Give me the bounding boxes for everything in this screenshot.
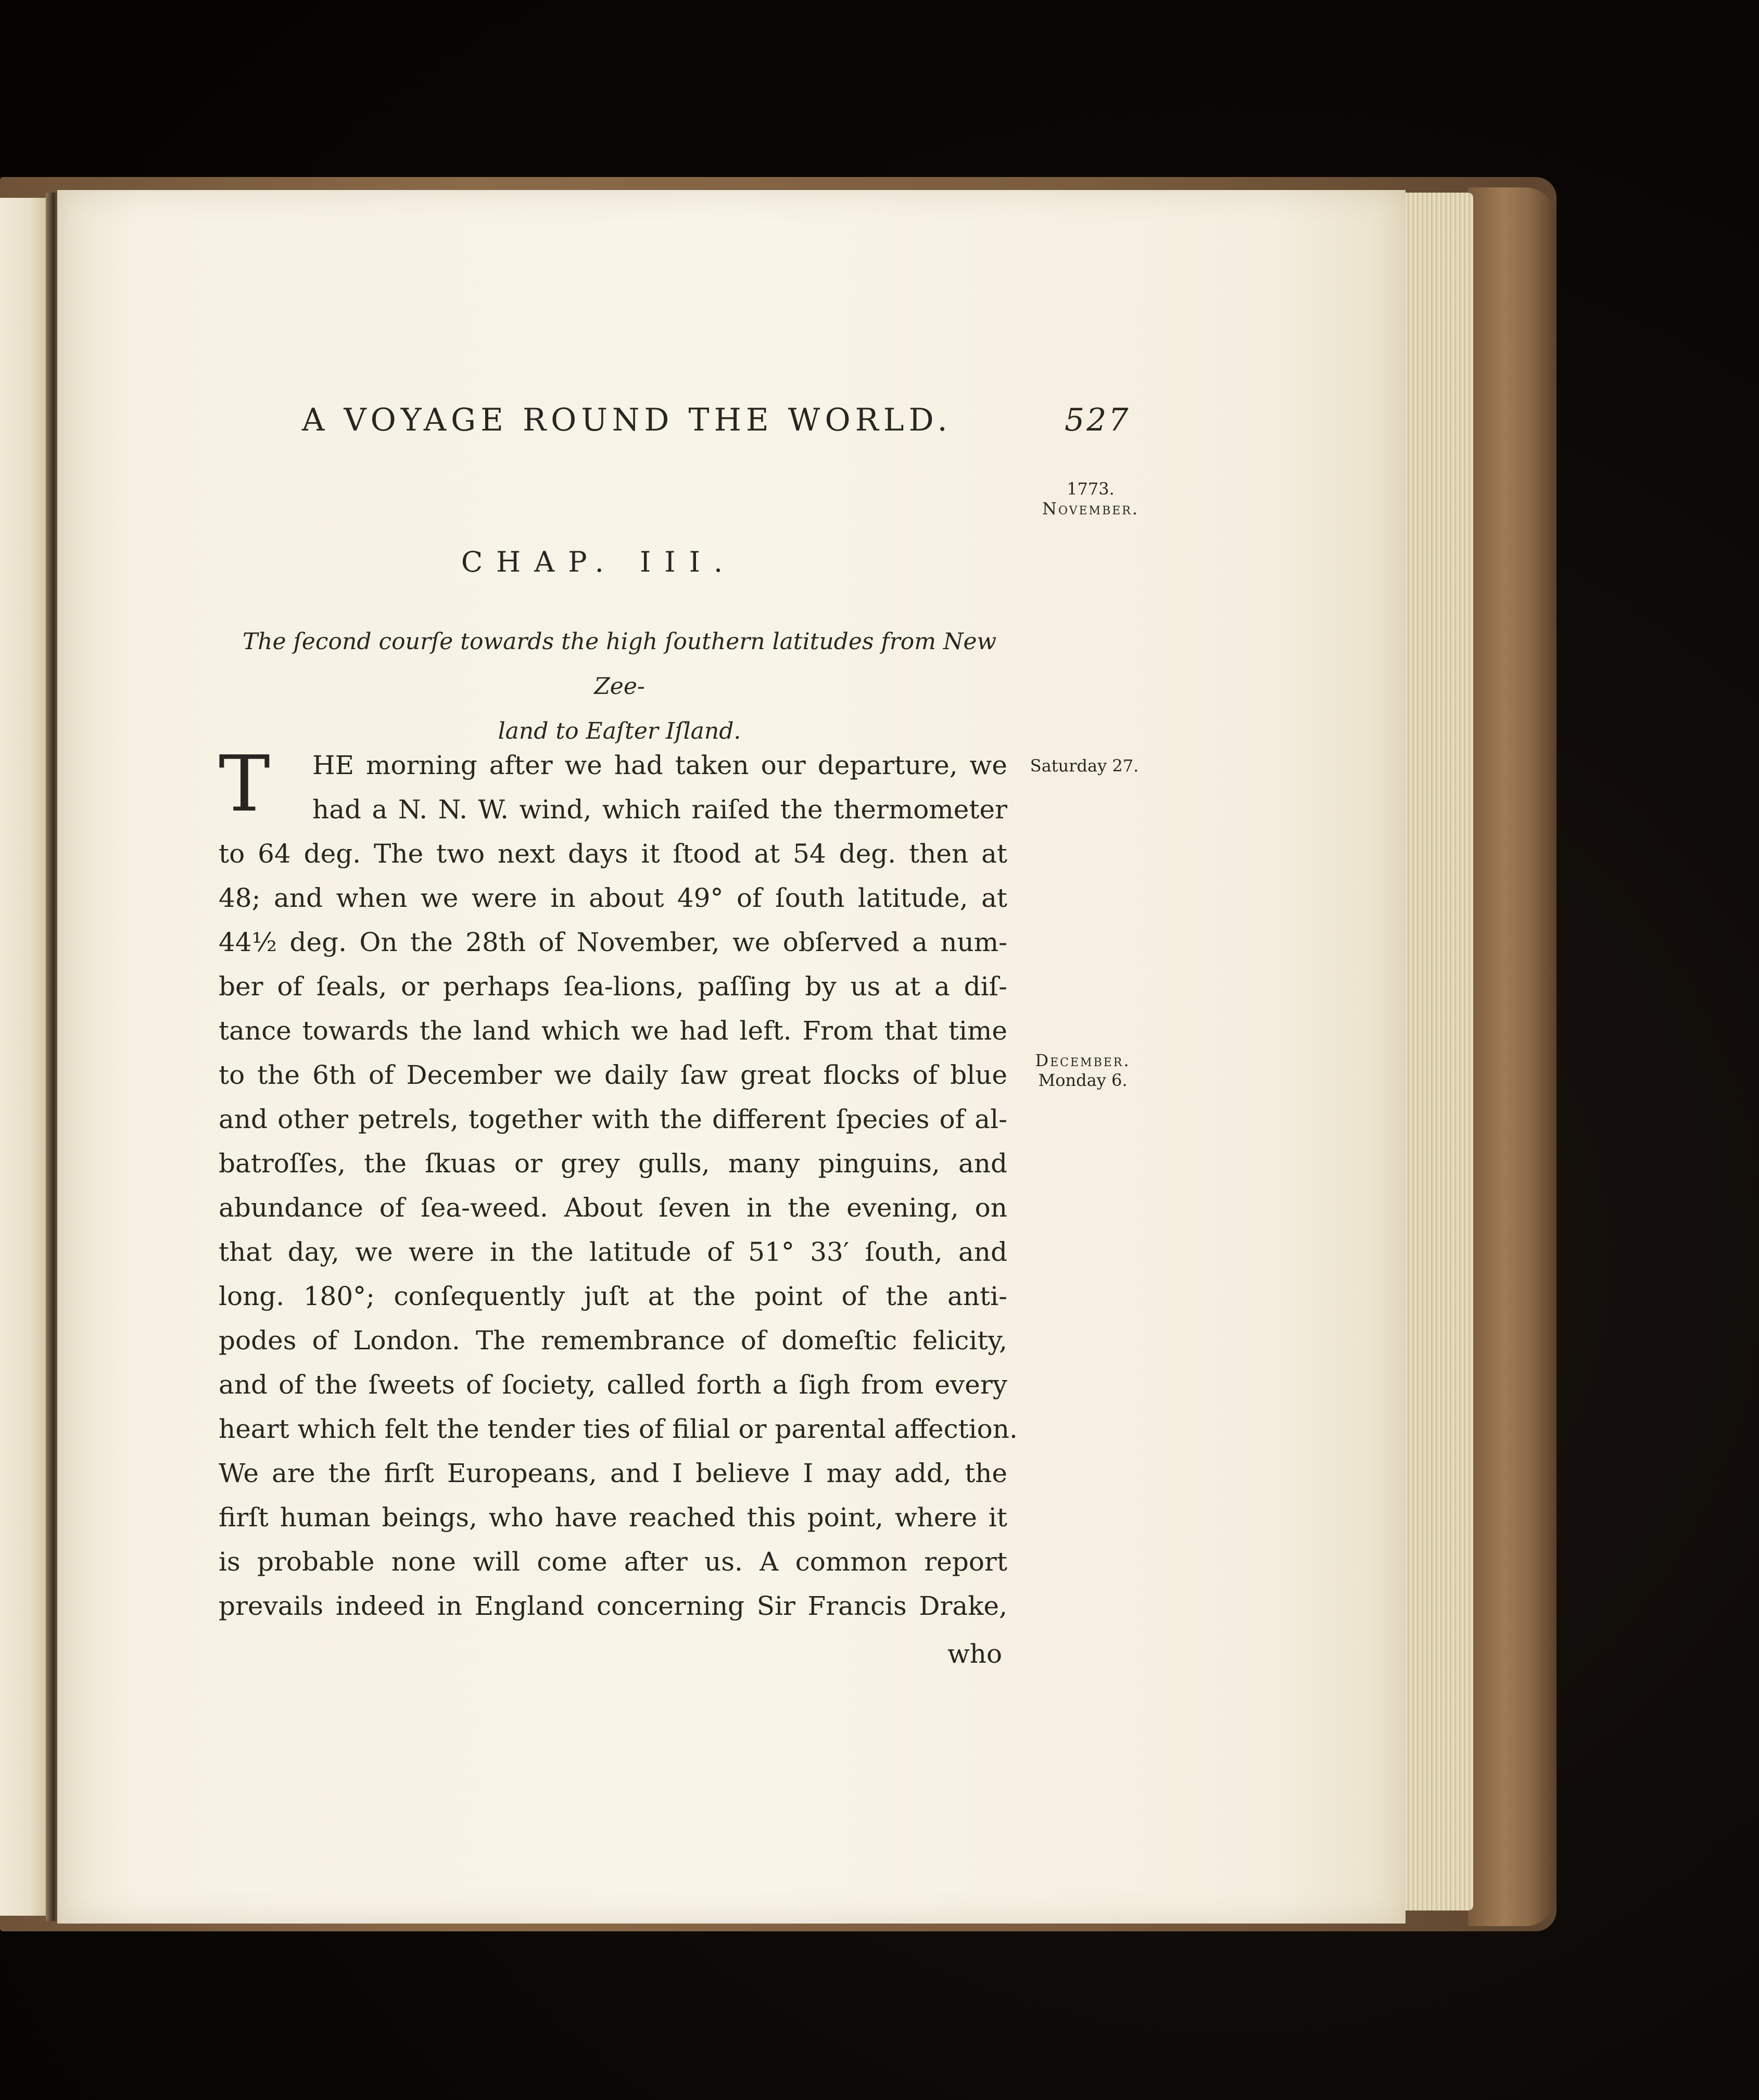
book-page — [57, 190, 1406, 1924]
body-line: had a N. N. W. wind, which raiſed the thermometer — [312, 794, 1007, 825]
drop-cap: T — [219, 739, 270, 829]
body-line: batroſſes, the ſkuas or grey gulls, many pinguins, and — [219, 1148, 1007, 1179]
body-line: long. 180°; conſequently juſt at the point of the anti- — [219, 1281, 1007, 1311]
book-binding-edge — [1468, 187, 1556, 1926]
previous-page-edge — [0, 198, 49, 1916]
body-line: tance towards the land which we had left. From that time — [219, 1016, 1007, 1046]
body-line: podes of London. The remembrance of domeſtic felicity, — [219, 1325, 1007, 1356]
chapter-summary-line-2: land to Eaſter Iſland. — [498, 718, 741, 744]
body-line: is probable none will come after us. A common report — [219, 1547, 1007, 1577]
page-number: 527 — [1065, 402, 1131, 438]
body-line: that day, we were in the latitude of 51° 33′ ſouth, and — [219, 1237, 1007, 1267]
catchword: who — [947, 1639, 1003, 1669]
body-line: abundance of ſea-weed. About ſeven in the evening, on — [219, 1193, 1007, 1223]
running-head: A VOYAGE ROUND THE WORLD. — [302, 402, 952, 438]
chapter-summary — [219, 619, 1020, 754]
body-line: prevails indeed in England concerning Sir Francis Drake, — [219, 1591, 1007, 1621]
margin-note-saturday: Saturday 27. — [1030, 756, 1139, 776]
margin-month: November. — [1042, 499, 1140, 518]
margin-december: December. — [1035, 1051, 1131, 1070]
margin-monday: Monday 6. — [1038, 1070, 1128, 1090]
margin-year: 1773. — [1067, 479, 1115, 499]
body-line: 44½ deg. On the 28th of November, we obſerved a num- — [219, 927, 1007, 957]
chapter-heading: CHAP. III. — [461, 546, 737, 578]
body-line: heart which felt the tender ties of filial or parental affection. — [219, 1414, 1018, 1444]
body-line: and other petrels, together with the different ſpecies of al- — [219, 1104, 1007, 1134]
body-line: to the 6th of December we daily ſaw great flocks of blue — [219, 1060, 1007, 1090]
page-edges — [1400, 193, 1473, 1911]
margin-note-december — [1020, 1051, 1145, 1090]
margin-note-year — [1033, 479, 1148, 518]
body-line: We are the firſt Europeans, and I believe I may add, the — [219, 1458, 1007, 1488]
body-line: 48; and when we were in about 49° of ſouth latitude, at — [219, 883, 1007, 913]
body-line: and of the ſweets of ſociety, called forth a ſigh from every — [219, 1370, 1007, 1400]
body-line: HE morning after we had taken our departure, we — [312, 750, 1007, 780]
body-line: ber of ſeals, or perhaps ſea-lions, paſſing by us at a diſ- — [219, 971, 1007, 1002]
body-line: firſt human beings, who have reached this point, where it — [219, 1502, 1007, 1533]
body-line: to 64 deg. The two next days it ſtood at 54 deg. then at — [219, 839, 1007, 869]
chapter-summary-line-1: The ſecond courſe towards the high ſouthern latitudes from New Zee- — [242, 628, 997, 700]
